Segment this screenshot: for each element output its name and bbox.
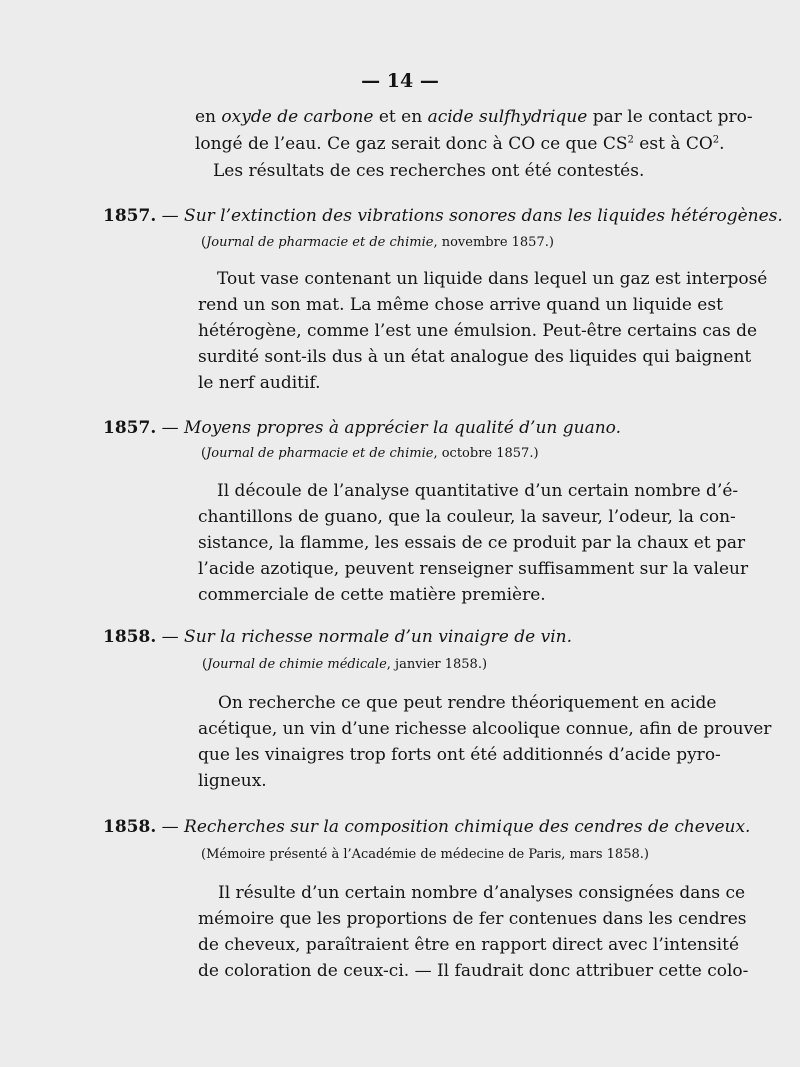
entry-year: 1857. (103, 418, 157, 438)
entry-source (202, 652, 487, 678)
entry-body-line: Tout vase contenant un liquide dans lequel un gaz est interposé (217, 269, 768, 289)
entry-body-line: hétérogène, comme l’est une émulsion. Peut-être certains cas de (198, 321, 758, 341)
text-run: , novembre 1857.) (433, 235, 554, 250)
text-run: ( (201, 446, 207, 461)
entry-body-line: sistance, la flamme, les essais de ce produit par la chaux et par (198, 533, 746, 553)
entry-body-line: que les vinaigres trop forts ont été additionnés d’acide pyro- (198, 745, 721, 765)
entry-body-line: rend un son mat. La même chose arrive quand un liquide est (198, 295, 723, 315)
intro-line-3: Les résultats de ces recherches ont été contestés. (213, 161, 645, 181)
entry-body-line: chantillons de guano, que la couleur, la saveur, l’odeur, la con- (198, 507, 736, 527)
superscript: 2 (627, 134, 634, 146)
text-run: en (195, 107, 222, 127)
source-journal: Journal de pharmacie et de chimie (206, 235, 434, 250)
entry-body-line: Il résulte d’un certain nombre d’analyses consignées dans ce (218, 883, 746, 903)
entry-year: 1857. (103, 206, 157, 226)
entry-body-line: le nerf auditif. (198, 373, 321, 393)
text-run: Mémoire présenté à l’Académie de médecine de Paris, mars 1858.) (206, 847, 649, 862)
superscript: 2 (712, 134, 720, 146)
entry-body-line: commerciale de cette matière première. (198, 585, 546, 605)
page-number: — 14 — (361, 70, 439, 92)
text-run: ( (201, 235, 207, 250)
italic-term: acide sulfhydrique (427, 107, 588, 127)
text-run: est à CO (633, 134, 713, 154)
entry-body-line: On recherche ce que peut rendre théoriquement en acide (218, 693, 717, 713)
entry-body-line: surdité sont-ils dus à un état analogue des liquides qui baignent (198, 347, 752, 367)
entry-year: 1858. (103, 817, 157, 837)
text-run: , octobre 1857.) (433, 446, 539, 461)
text-run: . (719, 134, 725, 154)
source-journal: Journal de chimie médicale (207, 657, 387, 672)
entry-title: Recherches sur la composition chimique des cendres de cheveux. (184, 817, 751, 837)
entry-source (201, 230, 554, 256)
entry-source (201, 842, 649, 868)
entry-body-line: ligneux. (198, 771, 267, 791)
entry-dash: — (156, 206, 185, 226)
entry-body-line: Il découle de l’analyse quantitative d’un certain nombre d’é- (217, 481, 739, 501)
entry-heading (103, 415, 621, 441)
entry-body-line: l’acide azotique, peuvent renseigner suffisamment sur la valeur (198, 559, 749, 579)
text-run: longé de l’eau. Ce gaz serait donc à CO ce que CS (195, 134, 628, 154)
text-run: ( (202, 657, 208, 672)
italic-term: oxyde de carbone (221, 107, 374, 127)
entry-heading (103, 814, 751, 840)
entry-body-line: acétique, un vin d’une richesse alcoolique connue, afin de prouver (198, 719, 772, 739)
text-run: par le contact pro- (587, 107, 753, 127)
entry-heading (103, 624, 572, 650)
entry-source (201, 441, 539, 467)
text-run: et en (373, 107, 428, 127)
entry-title: Sur la richesse normale d’un vinaigre de vin. (184, 627, 572, 647)
source-journal: Journal de pharmacie et de chimie (206, 446, 434, 461)
text-run: ( (201, 847, 207, 862)
intro-line-2 (195, 131, 725, 157)
text-run: , janvier 1858.) (386, 657, 488, 672)
intro-line-1 (195, 104, 753, 130)
entry-year: 1858. (103, 627, 157, 647)
entry-title: Moyens propres à apprécier la qualité d’un guano. (184, 418, 621, 438)
entry-dash: — (156, 627, 185, 647)
entry-dash: — (156, 418, 185, 438)
entry-body-line: de cheveux, paraîtraient être en rapport direct avec l’intensité (198, 935, 740, 955)
entry-body-line: de coloration de ceux-ci. — Il faudrait donc attribuer cette colo- (198, 961, 749, 981)
entry-dash: — (156, 817, 185, 837)
entry-body-line: mémoire que les proportions de fer contenues dans les cendres (198, 909, 747, 929)
entry-heading (103, 203, 783, 229)
entry-title: Sur l’extinction des vibrations sonores dans les liquides hétérogènes. (184, 206, 783, 226)
